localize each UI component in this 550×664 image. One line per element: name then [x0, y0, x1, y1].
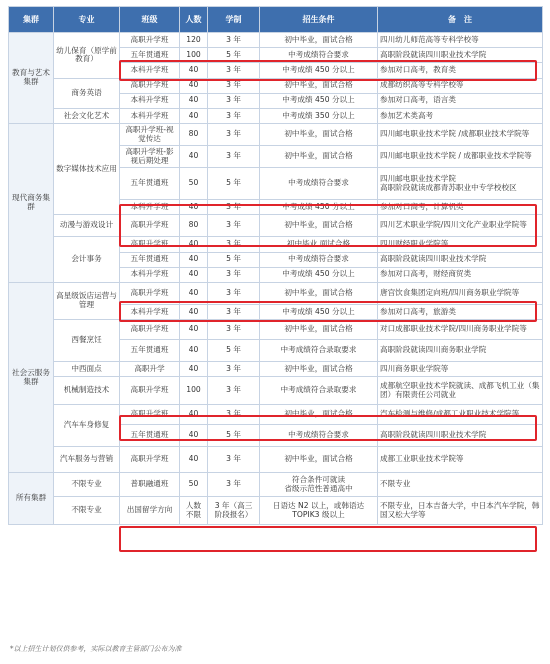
cluster-cell: 所有集群 — [9, 473, 54, 525]
duration-cell: 3 年 — [208, 282, 260, 304]
note-cell: 成都纺织高等专科学校等 — [378, 78, 543, 93]
class-cell: 普职融通班 — [120, 473, 180, 497]
note-cell: 参加对口高考，语言类 — [378, 93, 543, 108]
condition-cell: 日语达 N2 以上，或韩语达 TOPIK3 级以上 — [260, 497, 378, 525]
table-row — [9, 237, 543, 252]
cluster-cell: 社会云服务集群 — [9, 282, 54, 472]
count-cell: 40 — [180, 320, 208, 340]
count-cell: 80 — [180, 215, 208, 237]
note-cell: 高职阶段就读四川职业技术学院 — [378, 252, 543, 267]
duration-cell: 3 年 — [208, 267, 260, 282]
header-duration: 学制 — [208, 7, 260, 33]
table-row — [9, 473, 543, 497]
condition-cell: 中考成绩 350 分以上 — [260, 108, 378, 123]
header-conditions: 招生条件 — [260, 7, 378, 33]
header-major: 专业 — [54, 7, 120, 33]
duration-cell: 3 年 — [208, 93, 260, 108]
class-cell: 本科升学班 — [120, 93, 180, 108]
note-cell: 高职阶段就读四川商务职业学院 — [378, 340, 543, 362]
table-row — [9, 282, 543, 304]
condition-cell: 符合条件可就读 省级示范性普通高中 — [260, 473, 378, 497]
count-cell: 人数 不限 — [180, 497, 208, 525]
header-notes: 备 注 — [378, 7, 543, 33]
duration-cell: 3 年（高三 阶段报名） — [208, 497, 260, 525]
note-cell: 参加对口高考，教育类 — [378, 63, 543, 78]
table-row — [9, 405, 543, 425]
duration-cell: 3 年 — [208, 304, 260, 319]
class-cell: 本科升学班 — [120, 267, 180, 282]
count-cell: 120 — [180, 33, 208, 48]
count-cell: 40 — [180, 267, 208, 282]
major-cell: 中西面点 — [54, 362, 120, 377]
major-cell: 西餐烹饪 — [54, 320, 120, 362]
major-cell: 不限专业 — [54, 473, 120, 497]
condition-cell: 中考成绩符合录取要求 — [260, 377, 378, 405]
major-cell: 数字媒体技术应用 — [54, 124, 120, 215]
count-cell: 80 — [180, 124, 208, 146]
condition-cell: 中考成绩符合要求 — [260, 168, 378, 200]
note-cell: 参加对口高考，财经商贸类 — [378, 267, 543, 282]
note-cell: 参加艺术类高考 — [378, 108, 543, 123]
count-cell: 40 — [180, 93, 208, 108]
class-cell: 高职升学班-视觉传达 — [120, 124, 180, 146]
note-cell: 四川邮电职业技术学院 / 成都职业技术学院等 — [378, 146, 543, 168]
duration-cell: 3 年 — [208, 237, 260, 252]
duration-cell: 5 年 — [208, 252, 260, 267]
duration-cell: 5 年 — [208, 168, 260, 200]
class-cell: 高职升学班 — [120, 405, 180, 425]
count-cell: 40 — [180, 108, 208, 123]
enrollment-table — [8, 6, 543, 525]
note-cell: 高职阶段就读四川职业技术学院 — [378, 48, 543, 63]
class-cell: 本科升学班 — [120, 304, 180, 319]
class-cell: 出国留学方向 — [120, 497, 180, 525]
class-cell: 高职升学班 — [120, 320, 180, 340]
table-row — [9, 320, 543, 340]
condition-cell: 初中毕业，面试合格 — [260, 215, 378, 237]
condition-cell: 中考成绩 450 分以上 — [260, 200, 378, 215]
count-cell: 40 — [180, 146, 208, 168]
header-cluster: 集群 — [9, 7, 54, 33]
class-cell: 高职升学班 — [120, 377, 180, 405]
header-class: 班级 — [120, 7, 180, 33]
major-cell: 汽车服务与营销 — [54, 447, 120, 473]
duration-cell: 3 年 — [208, 320, 260, 340]
note-cell: 汽车检测与维修/成都工业职业技术学院等 — [378, 405, 543, 425]
condition-cell: 初中毕业，面试合格 — [260, 282, 378, 304]
count-cell: 40 — [180, 340, 208, 362]
table-row — [9, 497, 543, 525]
major-cell: 汽车车身修复 — [54, 405, 120, 447]
note-cell: 成都工业职业技术学院等 — [378, 447, 543, 473]
class-cell: 高职升学 — [120, 362, 180, 377]
major-cell: 幼儿保育（原学前教育） — [54, 33, 120, 79]
duration-cell: 3 年 — [208, 108, 260, 123]
condition-cell: 中考成绩符合录取要求 — [260, 340, 378, 362]
header-count: 人数 — [180, 7, 208, 33]
duration-cell: 3 年 — [208, 78, 260, 93]
duration-cell: 3 年 — [208, 33, 260, 48]
condition-cell: 初中毕业，面试合格 — [260, 362, 378, 377]
table-row — [9, 215, 543, 237]
count-cell: 100 — [180, 377, 208, 405]
condition-cell: 初中毕业 面试合格 — [260, 237, 378, 252]
table-row — [9, 33, 543, 48]
major-cell: 不限专业 — [54, 497, 120, 525]
table-header-row — [9, 7, 543, 33]
class-cell: 本科升学班 — [120, 200, 180, 215]
count-cell: 100 — [180, 48, 208, 63]
class-cell: 高职升学班-影视后期处理 — [120, 146, 180, 168]
count-cell: 40 — [180, 447, 208, 473]
table-row — [9, 124, 543, 146]
class-cell: 高职升学班 — [120, 33, 180, 48]
count-cell: 40 — [180, 304, 208, 319]
condition-cell: 中考成绩符合要求 — [260, 252, 378, 267]
note-cell: 四川商务职业学院等 — [378, 362, 543, 377]
duration-cell: 3 年 — [208, 447, 260, 473]
count-cell: 40 — [180, 237, 208, 252]
condition-cell: 初中毕业，面试合格 — [260, 146, 378, 168]
duration-cell: 3 年 — [208, 146, 260, 168]
class-cell: 五年贯通班 — [120, 168, 180, 200]
duration-cell: 3 年 — [208, 200, 260, 215]
class-cell: 五年贯通班 — [120, 48, 180, 63]
note-cell: 参加对口高考，旅游类 — [378, 304, 543, 319]
condition-cell: 初中毕业，面试合格 — [260, 124, 378, 146]
count-cell: 40 — [180, 78, 208, 93]
table-row — [9, 362, 543, 377]
duration-cell: 3 年 — [208, 215, 260, 237]
condition-cell: 中考成绩 450 分以上 — [260, 93, 378, 108]
note-cell: 四川邮电职业技术学院 /成都职业技术学院等 — [378, 124, 543, 146]
duration-cell: 3 年 — [208, 377, 260, 405]
count-cell: 50 — [180, 168, 208, 200]
cluster-cell: 教育与艺术集群 — [9, 33, 54, 124]
class-cell: 高职升学班 — [120, 78, 180, 93]
condition-cell: 初中毕业，面试合格 — [260, 405, 378, 425]
count-cell: 40 — [180, 63, 208, 78]
footnote: *以上招生计划仅供参考，实际以教育主管部门公布为准 — [10, 645, 182, 653]
duration-cell: 5 年 — [208, 48, 260, 63]
duration-cell: 3 年 — [208, 405, 260, 425]
table-row — [9, 78, 543, 93]
condition-cell: 中考成绩符合要求 — [260, 48, 378, 63]
condition-cell: 中考成绩 450 分以上 — [260, 267, 378, 282]
condition-cell: 初中毕业，面试合格 — [260, 78, 378, 93]
major-cell: 会计事务 — [54, 237, 120, 283]
note-cell: 四川财经职业学院等 — [378, 237, 543, 252]
note-cell: 对口成都职业技术学院/四川商务职业学院等 — [378, 320, 543, 340]
note-cell: 不限专业，日本吉备大学，中日本汽车学院，韩国又松大学等 — [378, 497, 543, 525]
count-cell: 40 — [180, 362, 208, 377]
note-cell: 唐宫饮食集团定向班/四川商务职业学院等 — [378, 282, 543, 304]
table-row — [9, 108, 543, 123]
table-row — [9, 377, 543, 405]
major-cell: 高星级饭店运营与管理 — [54, 282, 120, 319]
condition-cell: 初中毕业，面试合格 — [260, 447, 378, 473]
condition-cell: 中考成绩 450 分以上 — [260, 63, 378, 78]
major-cell: 社会文化艺术 — [54, 108, 120, 123]
note-cell: 四川幼儿师范高等专科学校等 — [378, 33, 543, 48]
condition-cell: 初中毕业，面试合格 — [260, 320, 378, 340]
table-body — [9, 33, 543, 525]
duration-cell: 3 年 — [208, 63, 260, 78]
major-cell: 动漫与游戏设计 — [54, 215, 120, 237]
count-cell: 40 — [180, 282, 208, 304]
class-cell: 高职升学班 — [120, 282, 180, 304]
condition-cell: 中考成绩 450 分以上 — [260, 304, 378, 319]
class-cell: 五年贯通班 — [120, 340, 180, 362]
highlight-box — [119, 526, 537, 552]
class-cell: 高职升学班 — [120, 237, 180, 252]
major-cell: 商务英语 — [54, 78, 120, 108]
count-cell: 40 — [180, 405, 208, 425]
duration-cell: 5 年 — [208, 425, 260, 447]
class-cell: 五年贯通班 — [120, 252, 180, 267]
note-cell: 参加对口高考，计算机类 — [378, 200, 543, 215]
duration-cell: 3 年 — [208, 473, 260, 497]
note-cell: 成都航空职业技术学院就读、成都飞机工业（集团）有限责任公司就业 — [378, 377, 543, 405]
class-cell: 五年贯通班 — [120, 425, 180, 447]
duration-cell: 3 年 — [208, 124, 260, 146]
note-cell: 四川艺术职业学院/四川文化产业职业学院等 — [378, 215, 543, 237]
count-cell: 40 — [180, 425, 208, 447]
cluster-cell: 现代商务集群 — [9, 124, 54, 283]
count-cell: 40 — [180, 252, 208, 267]
class-cell: 高职升学班 — [120, 215, 180, 237]
count-cell: 50 — [180, 473, 208, 497]
major-cell: 机械制造技术 — [54, 377, 120, 405]
class-cell: 本科升学班 — [120, 108, 180, 123]
duration-cell: 3 年 — [208, 362, 260, 377]
condition-cell: 初中毕业，面试合格 — [260, 33, 378, 48]
class-cell: 高职升学班 — [120, 447, 180, 473]
note-cell: 四川邮电职业技术学院 高职阶段就读成都青苏职业中专学校校区 — [378, 168, 543, 200]
duration-cell: 5 年 — [208, 340, 260, 362]
note-cell: 不限专业 — [378, 473, 543, 497]
count-cell: 40 — [180, 200, 208, 215]
condition-cell: 中考成绩符合要求 — [260, 425, 378, 447]
table-row — [9, 447, 543, 473]
note-cell: 高职阶段就读四川职业技术学院 — [378, 425, 543, 447]
class-cell: 本科升学班 — [120, 63, 180, 78]
